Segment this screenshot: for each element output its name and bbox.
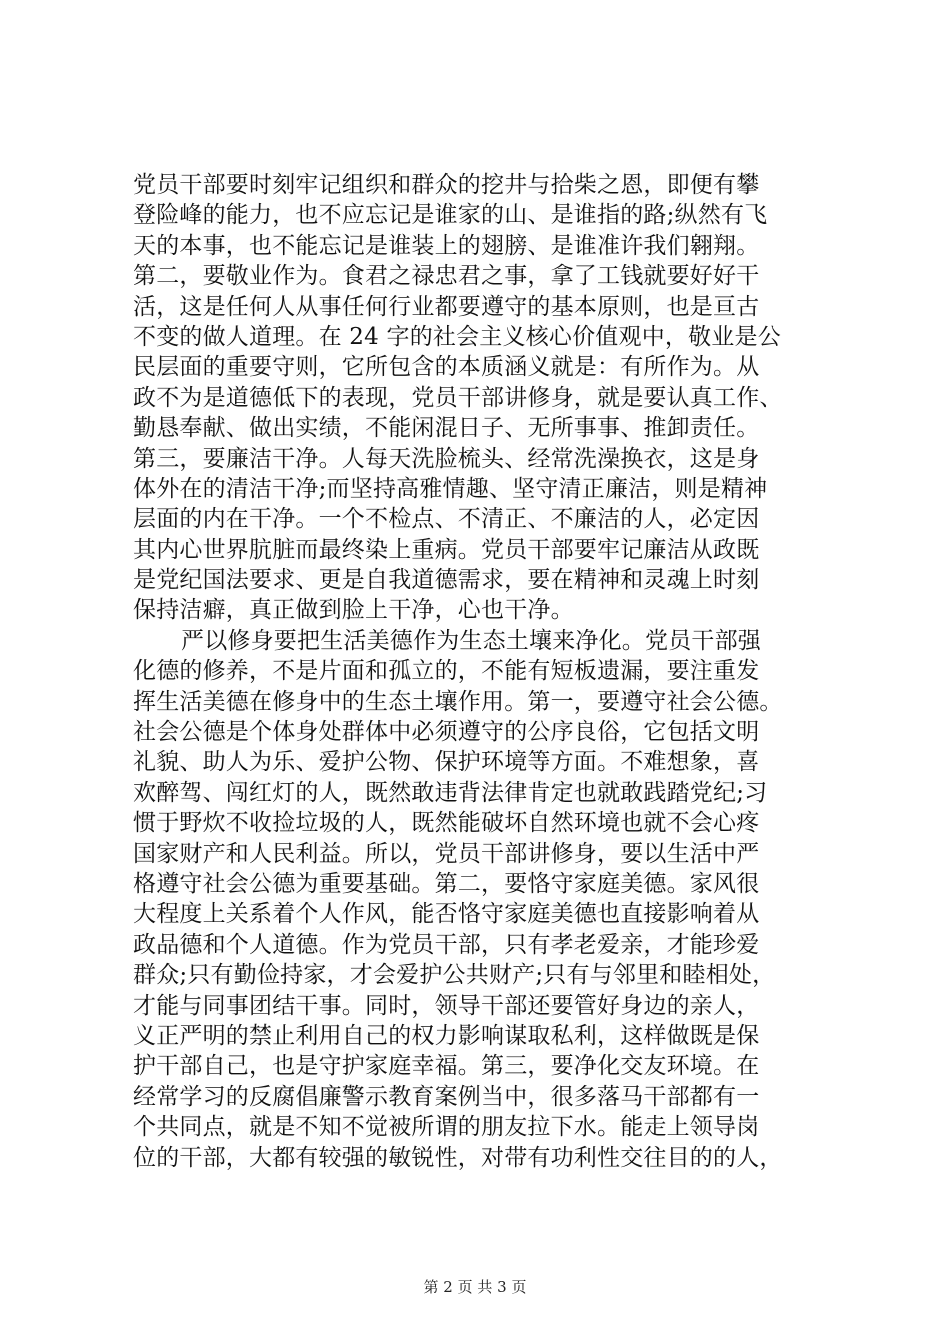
text-line: 位的干部，大都有较强的敏锐性，对带有功利性交往目的的人， — [133, 1144, 783, 1171]
text-line: 是党纪国法要求、更是自我道德需求，要在精神和灵魂上时刻 — [133, 567, 760, 594]
text-line: 义正严明的禁止利用自己的权力影响谋取私利，这样做既是保 — [133, 1022, 760, 1049]
text-line: 天的本事，也不能忘记是谁装上的翅膀、是谁准许我们翱翔。 — [133, 232, 760, 259]
text-line: 层面的内在干净。一个不检点、不清正、不廉洁的人，必定因 — [133, 506, 760, 533]
text-line: 第三，要廉洁干净。人每天洗脸梳头、经常洗澡换衣，这是身 — [133, 445, 760, 472]
text-line: 化德的修养，不是片面和孤立的，不能有短板遗漏，要注重发 — [133, 658, 760, 685]
text-line: 个共同点，就是不知不觉被所谓的朋友拉下水。能走上领导岗 — [133, 1114, 760, 1141]
document-body — [133, 170, 833, 1173]
text-line: 护干部自己，也是守护家庭幸福。第三，要净化交友环境。在 — [133, 1053, 760, 1080]
text-line: 党员干部要时刻牢记组织和群众的挖井与拾柴之恩，即便有攀 — [133, 172, 760, 198]
text-line: 经常学习的反腐倡廉警示教育案例当中，很多落马干部都有一 — [133, 1083, 760, 1110]
text-line: 国家财产和人民利益。所以，党员干部讲修身，要以生活中严 — [133, 840, 760, 867]
text-line: 大程度上关系着个人作风，能否恪守家庭美德也直接影响着从 — [133, 901, 760, 928]
text-line: 政品德和个人道德。作为党员干部，只有孝老爱亲，才能珍爱 — [133, 931, 760, 958]
text-line: 政不为是道德低下的表现，党员干部讲修身，就是要认真工作、 — [133, 384, 783, 411]
text-line: 格遵守社会公德为重要基础。第二，要恪守家庭美德。家风很 — [133, 870, 760, 897]
text-line: 第二，要敬业作为。食君之禄忠君之事，拿了工钱就要好好干 — [133, 263, 760, 290]
text-line: 其内心世界肮脏而最终染上重病。党员干部要牢记廉洁从政既 — [133, 536, 760, 563]
text-line: 才能与同事团结干事。同时，领导干部还要管好身边的亲人， — [133, 992, 760, 1019]
page-number-footer: 第 2 页 共 3 页 — [423, 1278, 527, 1296]
text-line: 礼貌、助人为乐、爱护公物、保护环境等方面。不难想象，喜 — [133, 749, 760, 776]
text-line: 勤恳奉献、做出实绩，不能闲混日子、无所事事、推卸责任。 — [133, 415, 760, 442]
text-line: 活，这是任何人从事任何行业都要遵守的基本原则，也是亘古 — [133, 293, 760, 320]
text-line: 挥生活美德在修身中的生态土壤作用。第一，要遵守社会公德。 — [133, 688, 783, 715]
text-line: 民层面的重要守则，它所包含的本质涵义就是：有所作为。从 — [133, 354, 760, 381]
text-line: 惯于野炊不收捡垃圾的人，既然能破坏自然环境也就不会心疼 — [133, 810, 760, 837]
text-line: 欢醉驾、闯红灯的人，既然敢违背法律肯定也就敢践踏党纪;习 — [133, 779, 768, 806]
text-line: 登险峰的能力，也不应忘记是谁家的山、是谁指的路;纵然有飞 — [133, 202, 768, 229]
text-line: 群众;只有勤俭持家，才会爱护公共财产;只有与邻里和睦相处， — [133, 962, 776, 989]
text-line: 社会公德是个体身处群体中必须遵守的公序良俗，它包括文明 — [133, 719, 760, 746]
text-line: 不变的做人道理。在 24 字的社会主义核心价值观中，敬业是公 — [133, 323, 781, 350]
paragraph-first-line: 严以修身要把生活美德作为生态土壤来净化。党员干部强 — [181, 627, 761, 654]
text-line: 保持洁癖，真正做到脸上干净，心也干净。 — [133, 597, 574, 624]
text-line: 体外在的清洁干净;而坚持高雅情趣、坚守清正廉洁，则是精神 — [133, 475, 768, 502]
